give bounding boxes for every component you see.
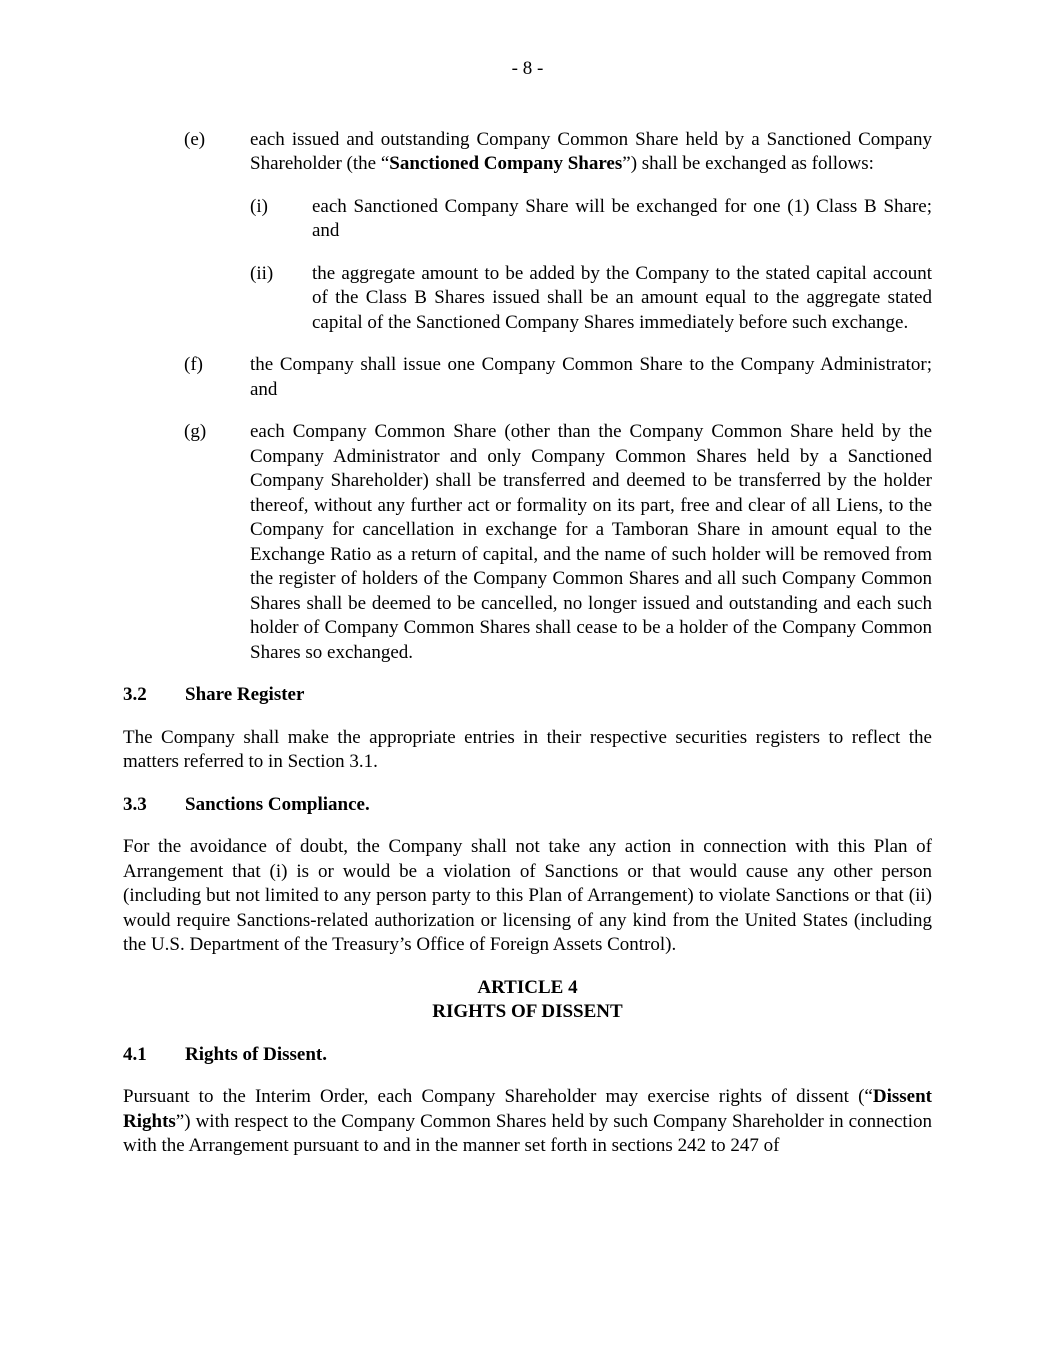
list-item-f-text: the Company shall issue one Company Common Share to the Company Administrator; and [250,354,932,400]
list-item-e-i-text: each Sanctioned Company Share will be exchanged for one (1) Class B Share; and [312,195,932,241]
list-item-e-text-post: ”) shall be exchanged as follows: [622,153,874,174]
list-item-f-marker: (f) [184,354,203,375]
list-item-e-text-pre: each issued and outstanding Company Common Share held by a Sanctioned Company Shareholder (the “ [250,128,932,174]
section-heading-3-3 [123,793,932,818]
section-title-3-3: Sanctions Compliance. [185,793,370,815]
list-item-g-marker: (g) [184,421,207,442]
section-heading-4-1 [123,1043,932,1068]
list-item-e-ii [123,262,932,336]
list-item-f [123,353,932,402]
section-number-3-2: 3.2 [123,684,147,705]
section-title-3-2: Share Register [185,684,305,705]
section-4-1-paragraph-pre: Pursuant to the Interim Order, each Company Shareholder may exercise rights of dissent (“ [123,1086,873,1107]
article-4-heading [123,976,932,1025]
section-3-3-paragraph: For the avoidance of doubt, the Company shall not take any action in connection with this Plan of Arrangement that (i) is or would be a violation of Sanctions or that would cause any other person (including but not limited to any person party to this Plan of Arrangement) to violate Sanctions or that (ii) would require Sanctions-related authorization or licensing of any kind from the United States (including the U.S. Department of the Treasury’s Office of Foreign Assets Control). [123,836,932,955]
section-number-3-3: 3.3 [123,793,147,815]
list-item-e-marker: (e) [184,128,206,150]
list-item-e-i-marker: (i) [250,195,268,217]
list-item-g [123,420,932,665]
list-item-e-ii-marker: (ii) [250,262,274,284]
defined-term-sanctioned-company-shares: Sanctioned Company Shares [389,153,623,174]
section-3-2-paragraph: The Company shall make the appropriate entries in their respective securities registers to reflect the matters referred to in Section 3.1. [123,726,932,772]
section-heading-3-2 [123,683,932,708]
section-4-1-paragraph-post: ”) with respect to the Company Common Shares held by such Company Shareholder in connection with the Arrangement pursuant to and in the manner set forth in sections 242 to 247 of [123,1110,932,1156]
list-item-e-i [123,195,932,244]
defined-term-dissent-rights: Dissent Rights [123,1086,932,1132]
list-item-e-text [250,128,932,177]
section-4-1-paragraph [123,1085,932,1159]
page-number: - 8 - [511,58,544,79]
section-number-4-1: 4.1 [123,1043,147,1065]
article-4-title-line: RIGHTS OF DISSENT [432,1001,623,1022]
list-item-g-text: each Company Common Share (other than the Company Common Share held by the Company Administrator and only Company Common Shares held by a Sanctioned Company Shareholder) shall be transferred and deemed to be transferred by the holder thereof, without any further act or formality on its part, free and clear of all Liens, to the Company for cancellation in exchange for a Tamboran Share in amount equal to the Exchange Ratio as a return of capital, and the name of such holder will be removed from the register of holders of the Company Common Shares and all such Company Common Shares shall be deemed to be cancelled, no longer issued and outstanding and each such holder of Company Common Shares shall cease to be a holder of the Company Common Shares so exchanged. [250,421,932,663]
section-title-4-1: Rights of Dissent. [185,1043,327,1065]
list-item-e-ii-text: the aggregate amount to be added by the Company to the stated capital account of the Class B Shares issued shall be an amount equal to the aggregate stated capital of the Sanctioned Company Shares immediately before such exchange. [312,262,932,333]
article-4-number-line: ARTICLE 4 [477,976,578,998]
list-item-e [123,128,932,177]
